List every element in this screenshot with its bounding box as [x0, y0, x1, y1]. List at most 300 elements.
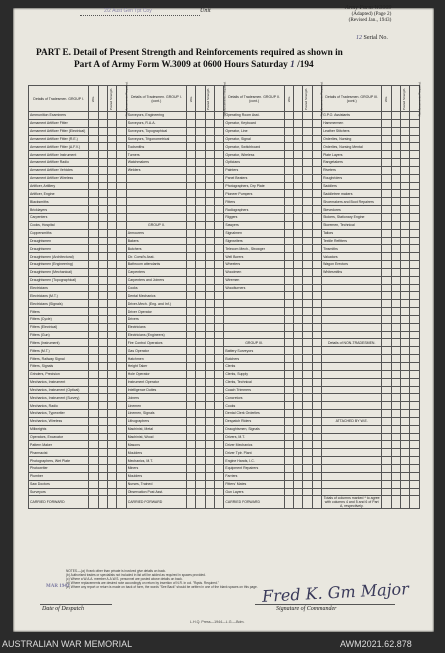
entry-cell[interactable]	[187, 166, 196, 174]
entry-cell[interactable]	[294, 347, 303, 355]
entry-cell[interactable]	[108, 284, 117, 292]
entry-cell[interactable]	[187, 480, 196, 488]
total-cell[interactable]	[401, 496, 410, 509]
entry-cell[interactable]	[108, 127, 117, 135]
entry-cell[interactable]	[410, 198, 420, 206]
entry-cell[interactable]	[98, 190, 107, 198]
entry-cell[interactable]	[303, 347, 312, 355]
entry-cell[interactable]	[98, 347, 107, 355]
entry-cell[interactable]	[382, 268, 391, 276]
entry-cell[interactable]	[284, 355, 293, 363]
entry-cell[interactable]	[312, 363, 321, 371]
entry-cell[interactable]	[108, 151, 117, 159]
entry-cell[interactable]	[187, 441, 196, 449]
entry-cell[interactable]	[391, 174, 400, 182]
entry-cell[interactable]	[382, 386, 391, 394]
entry-cell[interactable]	[215, 300, 224, 308]
entry-cell[interactable]	[98, 159, 107, 167]
entry-cell[interactable]	[401, 425, 410, 433]
entry-cell[interactable]	[303, 378, 312, 386]
entry-cell[interactable]	[215, 394, 224, 402]
entry-cell[interactable]	[98, 378, 107, 386]
entry-cell[interactable]	[410, 284, 420, 292]
entry-cell[interactable]	[205, 127, 214, 135]
entry-cell[interactable]	[294, 198, 303, 206]
entry-cell[interactable]	[401, 472, 410, 480]
entry-cell[interactable]	[108, 292, 117, 300]
entry-cell[interactable]	[294, 237, 303, 245]
entry-cell[interactable]	[108, 464, 117, 472]
entry-cell[interactable]	[205, 308, 214, 316]
entry-cell[interactable]	[401, 213, 410, 221]
entry-cell[interactable]	[205, 190, 214, 198]
entry-cell[interactable]	[215, 198, 224, 206]
entry-cell[interactable]	[303, 441, 312, 449]
entry-cell[interactable]	[215, 221, 224, 229]
entry-cell[interactable]	[410, 253, 420, 261]
entry-cell[interactable]	[108, 315, 117, 323]
entry-cell[interactable]	[89, 378, 98, 386]
entry-cell[interactable]	[215, 261, 224, 269]
entry-cell[interactable]	[108, 457, 117, 465]
total-cell[interactable]	[196, 496, 205, 509]
entry-cell[interactable]	[89, 347, 98, 355]
entry-cell[interactable]	[89, 190, 98, 198]
entry-cell[interactable]	[391, 394, 400, 402]
entry-cell[interactable]	[410, 394, 420, 402]
entry-cell[interactable]	[108, 190, 117, 198]
entry-cell[interactable]	[382, 159, 391, 167]
entry-cell[interactable]	[410, 237, 420, 245]
entry-cell[interactable]	[312, 159, 321, 167]
entry-cell[interactable]	[284, 119, 293, 127]
entry-cell[interactable]	[284, 433, 293, 441]
entry-cell[interactable]	[196, 308, 205, 316]
entry-cell[interactable]	[187, 331, 196, 339]
entry-cell[interactable]	[117, 268, 126, 276]
entry-cell[interactable]	[89, 417, 98, 425]
entry-cell[interactable]	[205, 402, 214, 410]
entry-cell[interactable]	[89, 268, 98, 276]
entry-cell[interactable]	[89, 213, 98, 221]
entry-cell[interactable]	[89, 206, 98, 214]
entry-cell[interactable]	[187, 229, 196, 237]
entry-cell[interactable]	[294, 213, 303, 221]
entry-cell[interactable]	[187, 378, 196, 386]
entry-cell[interactable]	[117, 355, 126, 363]
entry-cell[interactable]	[294, 488, 303, 496]
entry-cell[interactable]	[187, 112, 196, 120]
entry-cell[interactable]	[284, 182, 293, 190]
entry-cell[interactable]	[108, 135, 117, 143]
entry-cell[interactable]	[117, 206, 126, 214]
entry-cell[interactable]	[312, 472, 321, 480]
entry-cell[interactable]	[196, 143, 205, 151]
entry-cell[interactable]	[382, 237, 391, 245]
entry-cell[interactable]	[303, 213, 312, 221]
entry-cell[interactable]	[401, 417, 410, 425]
entry-cell[interactable]	[215, 331, 224, 339]
entry-cell[interactable]	[98, 127, 107, 135]
entry-cell[interactable]	[108, 386, 117, 394]
entry-cell[interactable]	[196, 449, 205, 457]
entry-cell[interactable]	[382, 151, 391, 159]
entry-cell[interactable]	[108, 198, 117, 206]
entry-cell[interactable]	[401, 135, 410, 143]
entry-cell[interactable]	[89, 386, 98, 394]
entry-cell[interactable]	[215, 308, 224, 316]
entry-cell[interactable]	[410, 261, 420, 269]
entry-cell[interactable]	[215, 292, 224, 300]
entry-cell[interactable]	[391, 119, 400, 127]
entry-cell[interactable]	[410, 127, 420, 135]
entry-cell[interactable]	[401, 323, 410, 331]
entry-cell[interactable]	[294, 284, 303, 292]
entry-cell[interactable]	[196, 213, 205, 221]
entry-cell[interactable]	[410, 457, 420, 465]
entry-cell[interactable]	[410, 119, 420, 127]
entry-cell[interactable]	[382, 472, 391, 480]
entry-cell[interactable]	[205, 151, 214, 159]
entry-cell[interactable]	[89, 488, 98, 496]
entry-cell[interactable]	[205, 166, 214, 174]
entry-cell[interactable]	[196, 206, 205, 214]
entry-cell[interactable]	[401, 143, 410, 151]
entry-cell[interactable]	[410, 410, 420, 418]
entry-cell[interactable]	[205, 268, 214, 276]
entry-cell[interactable]	[303, 480, 312, 488]
entry-cell[interactable]	[89, 143, 98, 151]
entry-cell[interactable]	[205, 355, 214, 363]
total-cell[interactable]	[98, 496, 107, 509]
entry-cell[interactable]	[215, 457, 224, 465]
entry-cell[interactable]	[312, 417, 321, 425]
entry-cell[interactable]	[391, 159, 400, 167]
entry-cell[interactable]	[410, 159, 420, 167]
entry-cell[interactable]	[410, 363, 420, 371]
entry-cell[interactable]	[401, 355, 410, 363]
entry-cell[interactable]	[312, 464, 321, 472]
entry-cell[interactable]	[98, 135, 107, 143]
entry-cell[interactable]	[284, 276, 293, 284]
entry-cell[interactable]	[312, 300, 321, 308]
entry-cell[interactable]	[89, 300, 98, 308]
entry-cell[interactable]	[284, 253, 293, 261]
entry-cell[interactable]	[401, 308, 410, 316]
entry-cell[interactable]	[117, 464, 126, 472]
entry-cell[interactable]	[410, 441, 420, 449]
entry-cell[interactable]	[391, 441, 400, 449]
entry-cell[interactable]	[108, 143, 117, 151]
entry-cell[interactable]	[391, 237, 400, 245]
entry-cell[interactable]	[312, 261, 321, 269]
entry-cell[interactable]	[89, 261, 98, 269]
entry-cell[interactable]	[108, 449, 117, 457]
entry-cell[interactable]	[215, 363, 224, 371]
entry-cell[interactable]	[391, 135, 400, 143]
entry-cell[interactable]	[294, 159, 303, 167]
entry-cell[interactable]	[196, 174, 205, 182]
entry-cell[interactable]	[108, 378, 117, 386]
entry-cell[interactable]	[196, 417, 205, 425]
entry-cell[interactable]	[294, 221, 303, 229]
entry-cell[interactable]	[205, 206, 214, 214]
entry-cell[interactable]	[312, 370, 321, 378]
entry-cell[interactable]	[196, 198, 205, 206]
entry-cell[interactable]	[382, 425, 391, 433]
entry-cell[interactable]	[98, 221, 107, 229]
entry-cell[interactable]	[391, 261, 400, 269]
entry-cell[interactable]	[117, 245, 126, 253]
entry-cell[interactable]	[294, 182, 303, 190]
entry-cell[interactable]	[303, 323, 312, 331]
entry-cell[interactable]	[98, 292, 107, 300]
entry-cell[interactable]	[284, 159, 293, 167]
entry-cell[interactable]	[312, 488, 321, 496]
entry-cell[interactable]	[391, 198, 400, 206]
entry-cell[interactable]	[382, 198, 391, 206]
entry-cell[interactable]	[98, 386, 107, 394]
entry-cell[interactable]	[303, 300, 312, 308]
entry-cell[interactable]	[401, 119, 410, 127]
entry-cell[interactable]	[401, 300, 410, 308]
entry-cell[interactable]	[205, 331, 214, 339]
entry-cell[interactable]	[303, 386, 312, 394]
entry-cell[interactable]	[382, 182, 391, 190]
entry-cell[interactable]	[89, 292, 98, 300]
entry-cell[interactable]	[284, 480, 293, 488]
entry-cell[interactable]	[284, 488, 293, 496]
entry-cell[interactable]	[196, 378, 205, 386]
entry-cell[interactable]	[196, 464, 205, 472]
entry-cell[interactable]	[294, 457, 303, 465]
entry-cell[interactable]	[98, 198, 107, 206]
entry-cell[interactable]	[196, 159, 205, 167]
entry-cell[interactable]	[312, 237, 321, 245]
entry-cell[interactable]	[98, 229, 107, 237]
entry-cell[interactable]	[410, 182, 420, 190]
entry-cell[interactable]	[410, 386, 420, 394]
entry-cell[interactable]	[312, 151, 321, 159]
entry-cell[interactable]	[410, 268, 420, 276]
entry-cell[interactable]	[117, 394, 126, 402]
entry-cell[interactable]	[187, 339, 196, 347]
entry-cell[interactable]	[89, 221, 98, 229]
entry-cell[interactable]	[196, 339, 205, 347]
entry-cell[interactable]	[98, 315, 107, 323]
entry-cell[interactable]	[284, 402, 293, 410]
entry-cell[interactable]	[303, 206, 312, 214]
entry-cell[interactable]	[117, 276, 126, 284]
entry-cell[interactable]	[401, 292, 410, 300]
entry-cell[interactable]	[187, 276, 196, 284]
entry-cell[interactable]	[312, 386, 321, 394]
entry-cell[interactable]	[187, 425, 196, 433]
entry-cell[interactable]	[196, 221, 205, 229]
entry-cell[interactable]	[284, 261, 293, 269]
entry-cell[interactable]	[89, 182, 98, 190]
entry-cell[interactable]	[401, 198, 410, 206]
entry-cell[interactable]	[215, 276, 224, 284]
entry-cell[interactable]	[382, 315, 391, 323]
entry-cell[interactable]	[382, 355, 391, 363]
entry-cell[interactable]	[312, 347, 321, 355]
entry-cell[interactable]	[215, 213, 224, 221]
entry-cell[interactable]	[117, 119, 126, 127]
entry-cell[interactable]	[382, 402, 391, 410]
entry-cell[interactable]	[401, 276, 410, 284]
entry-cell[interactable]	[391, 480, 400, 488]
entry-cell[interactable]	[89, 480, 98, 488]
entry-cell[interactable]	[303, 433, 312, 441]
entry-cell[interactable]	[108, 276, 117, 284]
entry-cell[interactable]	[391, 245, 400, 253]
entry-cell[interactable]	[117, 457, 126, 465]
entry-cell[interactable]	[401, 112, 410, 120]
entry-cell[interactable]	[303, 159, 312, 167]
entry-cell[interactable]	[312, 425, 321, 433]
entry-cell[interactable]	[284, 213, 293, 221]
entry-cell[interactable]	[401, 402, 410, 410]
entry-cell[interactable]	[196, 480, 205, 488]
entry-cell[interactable]	[284, 221, 293, 229]
entry-cell[interactable]	[196, 331, 205, 339]
entry-cell[interactable]	[312, 229, 321, 237]
entry-cell[interactable]	[410, 480, 420, 488]
entry-cell[interactable]	[205, 433, 214, 441]
entry-cell[interactable]	[205, 119, 214, 127]
entry-cell[interactable]	[410, 355, 420, 363]
entry-cell[interactable]	[196, 363, 205, 371]
entry-cell[interactable]	[215, 347, 224, 355]
entry-cell[interactable]	[89, 135, 98, 143]
entry-cell[interactable]	[205, 182, 214, 190]
entry-cell[interactable]	[108, 253, 117, 261]
entry-cell[interactable]	[284, 198, 293, 206]
entry-cell[interactable]	[98, 433, 107, 441]
entry-cell[interactable]	[294, 449, 303, 457]
entry-cell[interactable]	[108, 261, 117, 269]
entry-cell[interactable]	[108, 370, 117, 378]
entry-cell[interactable]	[187, 300, 196, 308]
entry-cell[interactable]	[303, 245, 312, 253]
entry-cell[interactable]	[312, 190, 321, 198]
entry-cell[interactable]	[401, 394, 410, 402]
entry-cell[interactable]	[284, 441, 293, 449]
entry-cell[interactable]	[196, 151, 205, 159]
entry-cell[interactable]	[284, 284, 293, 292]
entry-cell[interactable]	[294, 339, 303, 347]
entry-cell[interactable]	[303, 174, 312, 182]
entry-cell[interactable]	[382, 370, 391, 378]
entry-cell[interactable]	[391, 268, 400, 276]
total-cell[interactable]	[382, 496, 391, 509]
entry-cell[interactable]	[98, 112, 107, 120]
entry-cell[interactable]	[98, 143, 107, 151]
entry-cell[interactable]	[196, 261, 205, 269]
entry-cell[interactable]	[303, 221, 312, 229]
entry-cell[interactable]	[391, 315, 400, 323]
entry-cell[interactable]	[294, 127, 303, 135]
entry-cell[interactable]	[410, 433, 420, 441]
entry-cell[interactable]	[215, 488, 224, 496]
entry-cell[interactable]	[117, 174, 126, 182]
entry-cell[interactable]	[117, 370, 126, 378]
entry-cell[interactable]	[89, 276, 98, 284]
entry-cell[interactable]	[382, 480, 391, 488]
entry-cell[interactable]	[401, 261, 410, 269]
entry-cell[interactable]	[382, 300, 391, 308]
entry-cell[interactable]	[215, 245, 224, 253]
entry-cell[interactable]	[284, 386, 293, 394]
entry-cell[interactable]	[312, 253, 321, 261]
entry-cell[interactable]	[391, 206, 400, 214]
entry-cell[interactable]	[215, 425, 224, 433]
entry-cell[interactable]	[108, 174, 117, 182]
entry-cell[interactable]	[303, 143, 312, 151]
entry-cell[interactable]	[98, 206, 107, 214]
total-cell[interactable]	[303, 496, 312, 509]
entry-cell[interactable]	[401, 151, 410, 159]
entry-cell[interactable]	[98, 488, 107, 496]
entry-cell[interactable]	[294, 323, 303, 331]
entry-cell[interactable]	[187, 221, 196, 229]
entry-cell[interactable]	[89, 449, 98, 457]
entry-cell[interactable]	[294, 386, 303, 394]
entry-cell[interactable]	[303, 370, 312, 378]
entry-cell[interactable]	[196, 292, 205, 300]
entry-cell[interactable]	[187, 245, 196, 253]
entry-cell[interactable]	[117, 182, 126, 190]
entry-cell[interactable]	[108, 347, 117, 355]
entry-cell[interactable]	[382, 174, 391, 182]
entry-cell[interactable]	[284, 292, 293, 300]
entry-cell[interactable]	[284, 331, 293, 339]
entry-cell[interactable]	[187, 363, 196, 371]
entry-cell[interactable]	[215, 417, 224, 425]
entry-cell[interactable]	[215, 182, 224, 190]
entry-cell[interactable]	[391, 417, 400, 425]
entry-cell[interactable]	[196, 441, 205, 449]
entry-cell[interactable]	[108, 480, 117, 488]
entry-cell[interactable]	[312, 433, 321, 441]
entry-cell[interactable]	[108, 268, 117, 276]
entry-cell[interactable]	[108, 159, 117, 167]
entry-cell[interactable]	[410, 417, 420, 425]
entry-cell[interactable]	[410, 245, 420, 253]
entry-cell[interactable]	[205, 378, 214, 386]
entry-cell[interactable]	[89, 229, 98, 237]
entry-cell[interactable]	[312, 323, 321, 331]
entry-cell[interactable]	[294, 174, 303, 182]
entry-cell[interactable]	[382, 284, 391, 292]
entry-cell[interactable]	[312, 206, 321, 214]
entry-cell[interactable]	[89, 315, 98, 323]
entry-cell[interactable]	[196, 370, 205, 378]
entry-cell[interactable]	[410, 347, 420, 355]
entry-cell[interactable]	[294, 433, 303, 441]
entry-cell[interactable]	[382, 464, 391, 472]
entry-cell[interactable]	[89, 119, 98, 127]
entry-cell[interactable]	[98, 268, 107, 276]
entry-cell[interactable]	[117, 284, 126, 292]
entry-cell[interactable]	[117, 229, 126, 237]
entry-cell[interactable]	[89, 174, 98, 182]
entry-cell[interactable]	[303, 410, 312, 418]
entry-cell[interactable]	[205, 347, 214, 355]
entry-cell[interactable]	[205, 213, 214, 221]
entry-cell[interactable]	[294, 206, 303, 214]
